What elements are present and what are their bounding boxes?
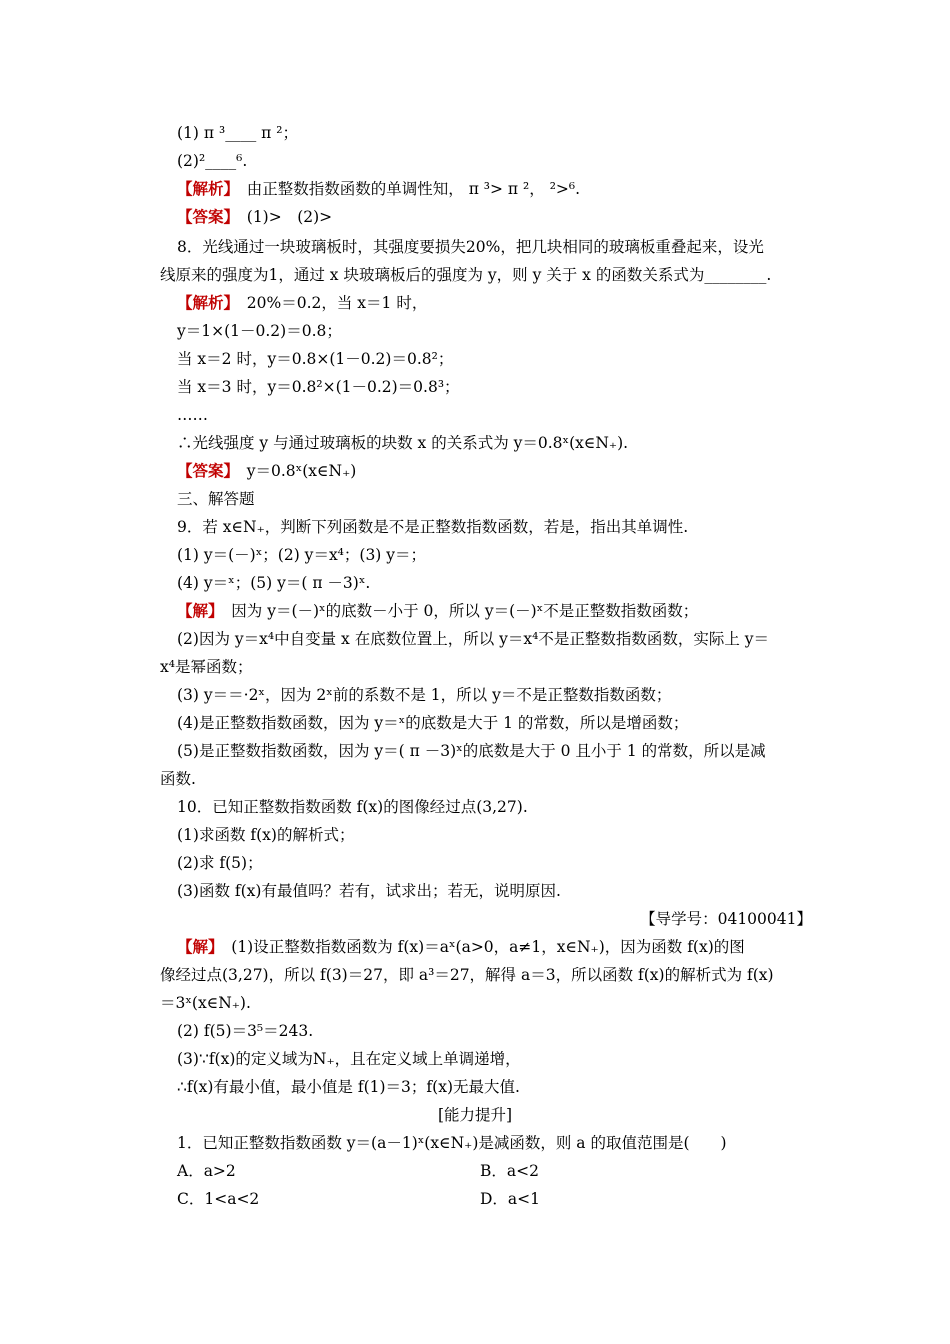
line-text: y＝0.8ˣ(x∈N₊) — [231, 462, 357, 480]
line-text: ∴f(x)有最小值，最小值是 f(1)＝3；f(x)无最大值. — [177, 1078, 520, 1096]
line-text: ＝3ˣ(x∈N₊). — [160, 994, 251, 1012]
text-line — [160, 265, 771, 285]
text-line — [177, 797, 528, 817]
text-line — [177, 179, 580, 199]
text-line — [177, 489, 255, 509]
line-text: (2)²____⁶. — [177, 152, 248, 170]
line-text: 线原来的强度为1，通过 x 块玻璃板后的强度为 y，则 y 关于 x 的函数关系式为________. — [160, 266, 772, 284]
text-line — [177, 881, 561, 901]
answer-tag: 【解析】 — [177, 179, 232, 198]
line-text: (3) y＝＝·2ˣ，因为 2ˣ前的系数不是 1，所以 y＝不是正整数指数函数； — [177, 686, 672, 704]
line-text: (4)是正整数指数函数，因为 y＝ˣ的底数是大于 1 的常数，所以是增函数； — [177, 714, 689, 732]
line-text: 当 x＝2 时，y＝0.8×(1－0.2)＝0.8²； — [177, 350, 454, 368]
text-line — [177, 545, 426, 565]
text-line — [177, 825, 354, 845]
text-line — [177, 601, 698, 621]
line-text: (1) π ³____ π ²； — [177, 124, 298, 142]
text-line — [177, 741, 766, 761]
text-line — [177, 293, 427, 313]
line-text: 10．已知正整数指数函数 f(x)的图像经过点(3,27). — [177, 798, 528, 816]
text-line — [177, 1133, 727, 1153]
text-line — [177, 713, 688, 733]
text-line — [177, 237, 764, 257]
line-text: y＝1×(1－0.2)＝0.8； — [177, 322, 342, 340]
text-line — [177, 321, 342, 341]
answer-tag: 【解】 — [177, 937, 216, 956]
line-text: (5)是正整数指数函数，因为 y＝( π －3)ˣ的底数是大于 0 且小于 1 的常数，所以是减 — [177, 742, 766, 760]
line-text: 20%＝0.2，当 x＝1 时， — [231, 294, 428, 312]
line-text: 1．已知正整数指数函数 y＝(a－1)ˣ(x∈N₊)是减函数，则 a 的取值范围是( ) — [177, 1134, 727, 1152]
line-text: 因为 y＝(－)ˣ的底数－小于 0，所以 y＝(－)ˣ不是正整数指数函数； — [215, 602, 699, 620]
line-text: (1)设正整数指数函数为 f(x)＝aˣ(a>0，a≠1，x∈N₊)，因为函数 f(x)的图 — [215, 938, 745, 956]
choice-option: A．a>2 — [177, 1162, 236, 1180]
text-line — [160, 769, 196, 789]
line-text: 像经过点(3,27)，所以 f(3)＝27，即 a³＝27，解得 a＝3，所以函数 f(x)的解析式为 f(x) — [160, 966, 774, 984]
line-text: ∴光线强度 y 与通过玻璃板的块数 x 的关系式为 y＝0.8ˣ(x∈N₊). — [177, 434, 629, 452]
line-text: (2) f(5)＝3⁵＝243. — [177, 1022, 314, 1040]
line-text: (2)求 f(5)； — [177, 854, 263, 872]
text-line — [177, 517, 688, 537]
choice-option: B．a<2 — [480, 1162, 539, 1180]
text-line — [177, 937, 745, 957]
text-line — [177, 377, 460, 397]
line-text: x⁴是幂函数； — [160, 658, 253, 676]
text-line — [160, 657, 252, 677]
line-text: (3)函数 f(x)有最值吗？若有，试求出；若无，说明原因. — [177, 882, 561, 900]
text-line — [177, 349, 453, 369]
text-line — [177, 1077, 520, 1097]
text-line — [177, 207, 332, 227]
text-line — [160, 965, 774, 985]
line-text: (1) y＝(－)ˣ；(2) y＝x⁴；(3) y＝； — [177, 546, 427, 564]
text-line — [177, 123, 298, 143]
line-text: (2)因为 y＝x⁴中自变量 x 在底数位置上，所以 y＝x⁴不是正整数指数函数，实际上 y＝ — [177, 630, 770, 648]
line-text: 函数. — [160, 770, 196, 788]
text-line — [177, 629, 769, 649]
line-text: …… — [177, 406, 208, 424]
text-line — [177, 405, 208, 425]
section-header: [能力提升] — [437, 1106, 513, 1124]
text-line — [177, 433, 628, 453]
text-line — [177, 1021, 313, 1041]
line-text: (1)> (2)> — [231, 208, 333, 226]
line-text: 9．若 x∈N₊，判断下列函数是不是正整数指数函数，若是，指出其单调性. — [177, 518, 689, 536]
text-line — [177, 151, 247, 171]
text-line — [160, 993, 251, 1013]
line-text: 由正整数指数函数的单调性知， π ³> π ²， ²>⁶. — [231, 180, 581, 198]
choice-option: C．1<a<2 — [177, 1190, 260, 1208]
line-text: (4) y＝ˣ；(5) y＝( π －3)ˣ. — [177, 574, 371, 592]
line-text: (3)∵f(x)的定义域为N₊，且在定义域上单调递增， — [177, 1050, 521, 1068]
line-text: 当 x＝3 时，y＝0.8²×(1－0.2)＝0.8³； — [177, 378, 460, 396]
choice-option: D．a<1 — [480, 1190, 541, 1208]
answer-tag: 【解析】 — [177, 293, 232, 312]
text-line — [177, 461, 356, 481]
answer-tag: 【解】 — [177, 601, 216, 620]
text-line — [177, 685, 671, 705]
line-text: (1)求函数 f(x)的解析式； — [177, 826, 355, 844]
answer-tag: 【答案】 — [177, 207, 232, 226]
line-text: 8．光线通过一块玻璃板时，其强度要损失20%，把几块相同的玻璃板重叠起来，设光 — [177, 238, 764, 256]
line-text: 三、解答题 — [177, 490, 255, 508]
text-line — [177, 1049, 521, 1069]
text-line — [177, 853, 263, 873]
guide-number: 【导学号：04100041】 — [640, 910, 812, 928]
text-line — [177, 573, 370, 593]
answer-tag: 【答案】 — [177, 461, 232, 480]
